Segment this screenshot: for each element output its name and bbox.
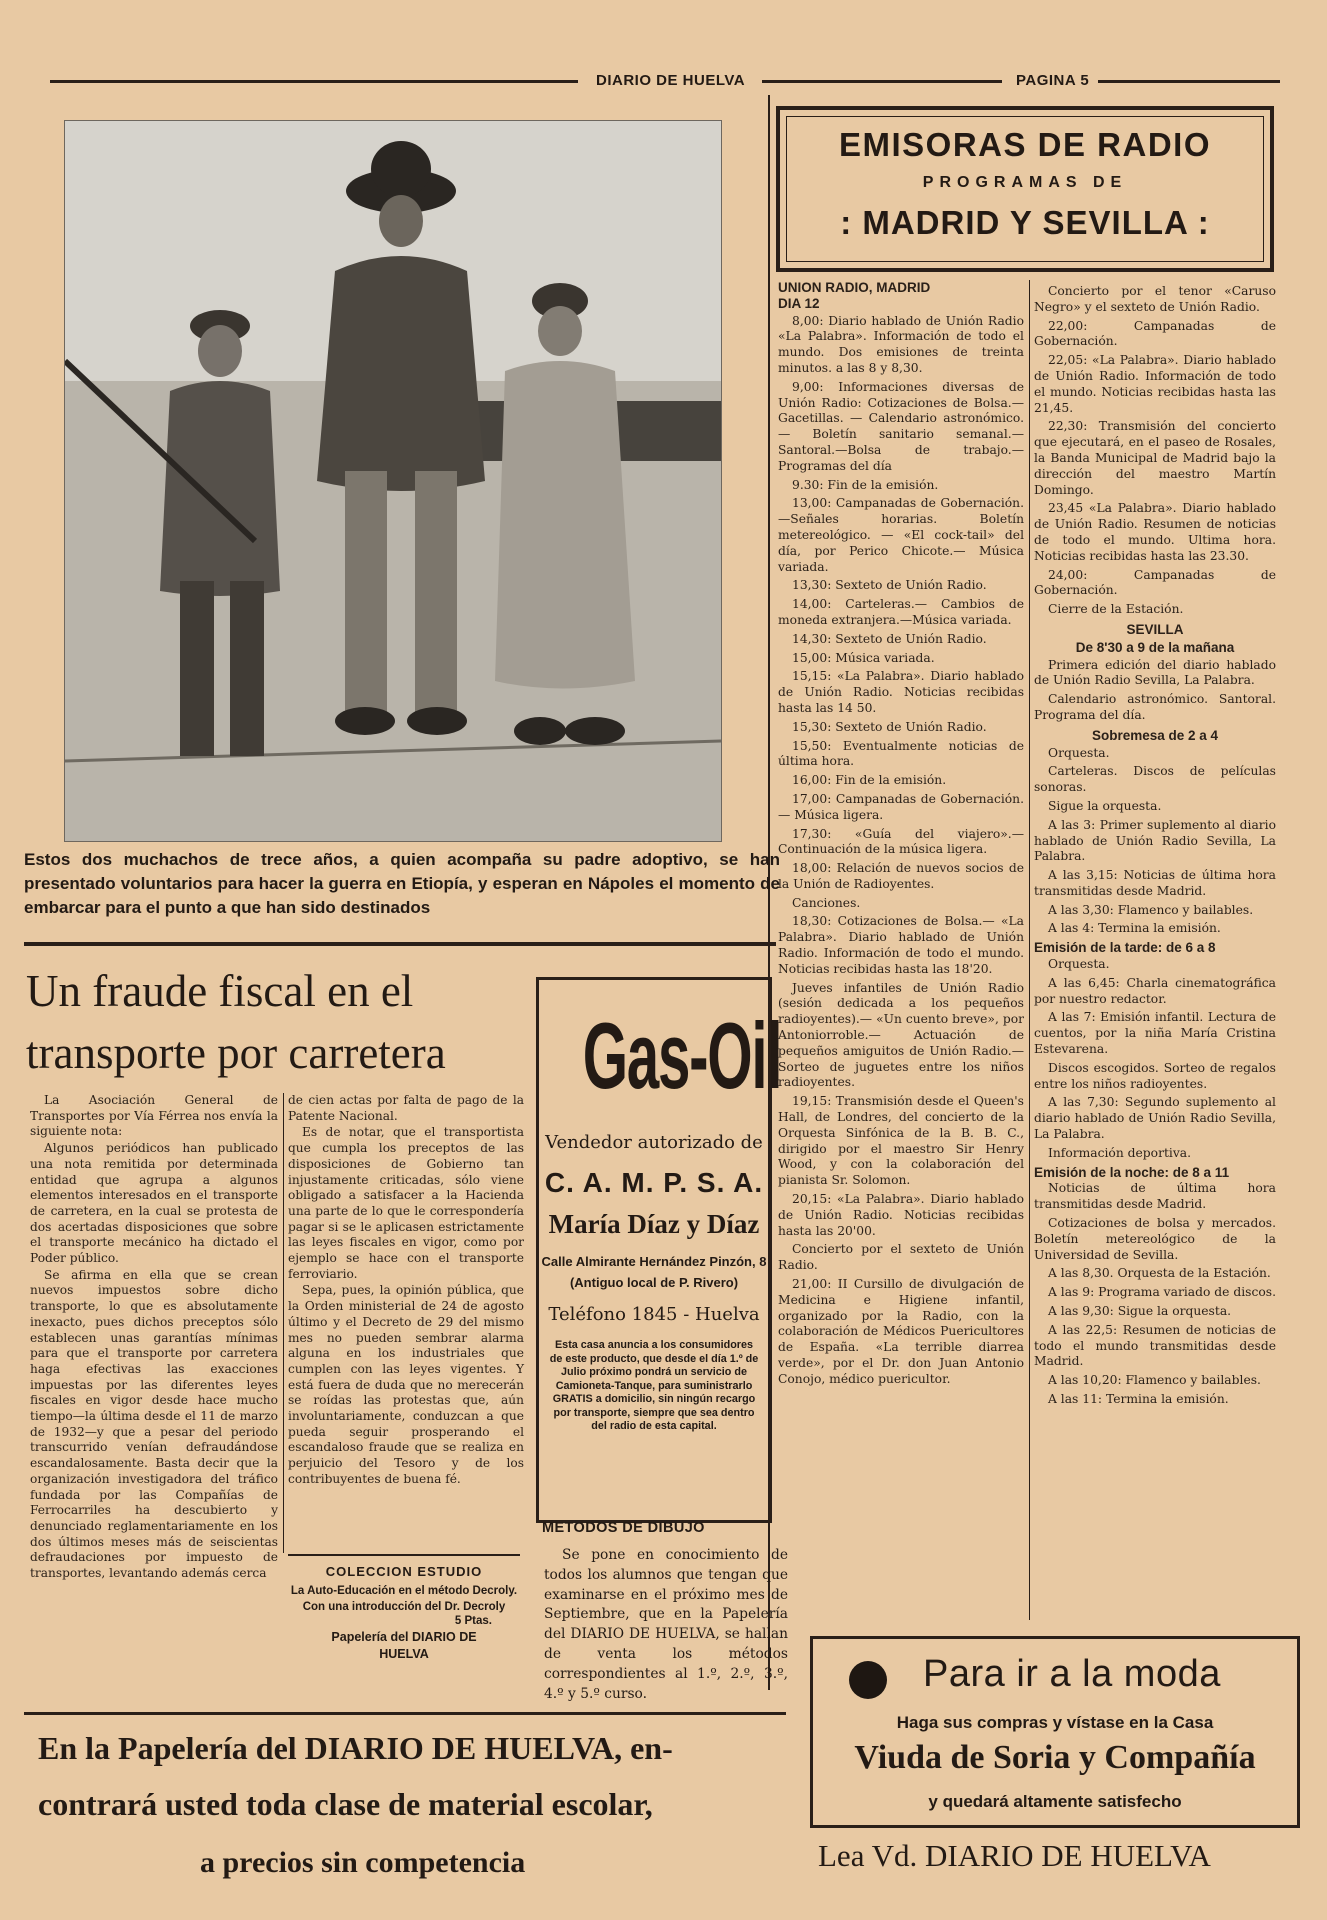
- metodos-text: Se pone en conocimiento de todos los alumnos que tengan que examinarse en el próximo mes de Septiembre, que en la Papelería del DIARIO DE HUELVA, se hallan de venta los métodos correspondientes al 1.º, 2.º, 3.º, 4.º y 5.º curso.: [544, 1547, 788, 1702]
- gasoil-notice: Esta casa anuncia a los consumidores de este producto, que desde el día 1.º de Julio próximo pondrá un servicio de Camioneta-Tanque, para suministrarlo GRATIS a domicilio, sin ningún recargo por transporte, siempre que sea dentro del radio de esta capital.: [549, 1339, 759, 1432]
- program-item: 18,00: Relación de nuevos socios de la Unión de Radioyentes.: [778, 861, 1024, 891]
- coleccion-description: La Auto-Educación en el método Decroly. Con una introducción del Dr. Decroly: [290, 1585, 518, 1613]
- sevilla-noche-heading: Emisión de la noche: de 8 a 11: [1034, 1164, 1230, 1180]
- program-item: 19,15: Transmisión desde el Queen's Hall, de Londres, del concierto de la Orquesta Sinfónica de la B. B. C., dirigido por el maestro Sir Henry Wood, y con la colaboración del pianista Sr. Solomon.: [778, 1094, 1024, 1188]
- sevilla-sobremesa-heading: Sobremesa de 2 a 4: [1091, 727, 1219, 743]
- article-paragraph: Algunos periódicos han publicado una nota remitida por determinada entidad que agrupa a algunos elementos interesados en el transporte de carretera, en la cual se protesta de dos acertadas disposiciones que sobre el transporte mecánico ha dictado el Poder público.: [30, 1141, 278, 1266]
- coleccion-title: COLECCION ESTUDIO: [325, 1564, 483, 1579]
- gasoil-address-2: (Antiguo local de P. Rivero): [569, 1275, 739, 1290]
- madrid-day: DIA 12: [778, 295, 820, 311]
- program-item: 23,45 «La Palabra». Diario hablado de Unión Radio. Resumen de noticias de todo el mundo. Ultima hora. Noticias recibidas hasta las 23.30.: [1034, 501, 1276, 563]
- article-paragraph: de cien actas por falta de pago de la Patente Nacional.: [288, 1093, 524, 1123]
- gasoil-campsa: C. A. M. P. S. A.: [544, 1167, 764, 1198]
- metodos-title: METODOS DE DIBUJO: [542, 1520, 705, 1536]
- program-item: A las 3,15: Noticias de última hora transmitidas desde Madrid.: [1034, 868, 1276, 898]
- gasoil-address: Calle Almirante Hernández Pinzón, 8: [541, 1254, 767, 1269]
- program-item: 17,30: «Guía del viajero».— Continuación de la música ligera.: [778, 826, 1024, 857]
- papeleria-ad-line-1: En la Papelería del DIARIO DE HUELVA, en-: [38, 1730, 673, 1766]
- emisoras-header-box: [776, 106, 1274, 272]
- program-item: Sigue la orquesta.: [1048, 798, 1162, 813]
- article-paragraph: Sepa, pues, la opinión pública, que la Orden ministerial de 24 de agosto último y el Decreto de 29 del mismo mes no pueden sembrar alarma alguna en los industriales que cumplen con las leyes vigentes. Y está fuera de duda que no merecerán se roídas las protestas que, aún involuntariamente, conduzcan a que pueda seguir prosperando el escandaloso fraude que se realiza en perjuicio del Tesoro y de los contribuyentes de buena fé.: [288, 1283, 524, 1486]
- program-item: 24,00: Campanadas de Gobernación.: [1034, 567, 1276, 598]
- rule-above-papeleria: [24, 1712, 786, 1715]
- program-item: 14,00: Carteleras.— Cambios de moneda extranjera.—Música variada.: [778, 597, 1024, 627]
- moda-shop-name: Viuda de Soria y Compañía: [854, 1739, 1256, 1776]
- papeleria-ad-line-3: a precios sin competencia: [200, 1846, 526, 1879]
- sevilla-morning-heading: De 8'30 a 9 de la mañana: [1075, 639, 1235, 655]
- rule-under-caption: [24, 942, 776, 946]
- program-item: A las 3,30: Flamenco y bailables.: [1048, 902, 1254, 917]
- program-item: 15,15: «La Palabra». Diario hablado de Unión Radio. Noticias recibidas hasta las 14 50.: [778, 669, 1024, 715]
- lea-diario-slogan: Lea Vd. DIARIO DE HUELVA: [818, 1838, 1211, 1873]
- program-item: Concierto por el sexteto de Unión Radio.: [778, 1242, 1024, 1273]
- news-photo: [64, 120, 722, 842]
- program-item: 18,30: Cotizaciones de Bolsa.— «La Palabra». Diario hablado de Unión Radio. Información de todo el mundo. Noticias recibidas hasta las 18'20.: [778, 914, 1024, 976]
- madrid-station-heading: UNION RADIO, MADRID: [778, 280, 931, 295]
- program-item: 14,30: Sexteto de Unión Radio.: [792, 631, 987, 646]
- gasoil-owner: María Díaz y Díaz: [548, 1209, 760, 1239]
- papeleria-ad-line-2: contrará usted toda clase de material escolar,: [38, 1786, 653, 1822]
- program-item: Cotizaciones de bolsa y mercados. Boletín metereológico de la Universidad de Sevilla.: [1034, 1216, 1276, 1262]
- program-item: Calendario astronómico. Santoral. Programa del día.: [1034, 692, 1276, 722]
- program-item: 9.30: Fin de la emisión.: [792, 477, 939, 492]
- photo-illustration: [65, 121, 721, 841]
- program-item: A las 11: Termina la emisión.: [1048, 1392, 1229, 1406]
- program-item: 17,00: Campanadas de Gobernación.— Música ligera.: [778, 791, 1024, 822]
- header-newspaper-name: DIARIO DE HUELVA: [596, 72, 746, 89]
- header-page-number: PAGINA 5: [1016, 72, 1090, 89]
- program-item: A las 4: Termina la emisión.: [1048, 921, 1221, 936]
- radio-column-1: [778, 280, 1024, 1391]
- program-item: 21,00: II Cursillo de divulgación de Medicina e Higiene infantil, organizado por la Radio, con la colaboración de Médicos Puericultores de España. «La terrible diarrea verde», por el Dr. don Juan Antonio Conojo, médico puericultor.: [778, 1277, 1024, 1386]
- program-item: Concierto por el tenor «Caruso Negro» y el sexteto de Unión Radio.: [1034, 284, 1276, 314]
- article-column-2: [288, 1093, 524, 1489]
- program-item: 15,30: Sexteto de Unión Radio.: [792, 719, 987, 734]
- program-item: Orquesta.: [1048, 957, 1110, 972]
- program-item: 20,15: «La Palabra». Diario hablado de Unión Radio. Noticias recibidas hasta las 20'00.: [778, 1192, 1024, 1238]
- program-item: A las 7,30: Segundo suplemento al diario hablado de Unión Radio Sevilla, La Palabra.: [1034, 1095, 1276, 1142]
- program-item: Información deportiva.: [1048, 1145, 1192, 1160]
- gasoil-title: Gas-Oil: [582, 1003, 782, 1108]
- article-paragraph: Es de notar, que el transportista que cumpla los preceptos de las disposiciones de Gobierno tan injustamente criticadas, sólo viene obligado a satisfacer a la Hacienda una parte de lo que le correspondería pagar si se le aplicasen estrictamente las leyes fiscales en vigor, como por ejemplo se hace con el transporte ferroviario.: [288, 1125, 524, 1281]
- sevilla-heading: SEVILLA: [1126, 621, 1184, 637]
- moda-headline: Para ir a la moda: [923, 1653, 1221, 1695]
- gasoil-vendedor: Vendedor autorizado de: [545, 1132, 763, 1153]
- program-item: 15,00: Música variada.: [792, 650, 935, 665]
- moda-subline: Haga sus compras y vístase en la Casa: [896, 1713, 1214, 1732]
- emisoras-subtitle: PROGRAMAS DE: [922, 174, 1128, 191]
- program-item: 22,00: Campanadas de Gobernación.: [1034, 318, 1276, 349]
- emisoras-cities: : MADRID Y SEVILLA :: [840, 204, 1210, 241]
- program-item: A las 7: Emisión infantil. Lectura de cuentos, por la niña María Cristina Estevarena.: [1034, 1010, 1276, 1057]
- program-item: 13,00: Campanadas de Gobernación. —Señales horarias. Boletín metereológico. — «El cock-tail» del día, por Perico Chicote.— Música variada.: [778, 496, 1024, 574]
- program-item: Noticias de última hora transmitidas desde Madrid.: [1034, 1181, 1276, 1212]
- program-item: 15,50: Eventualmente noticias de última hora.: [778, 738, 1024, 769]
- article-paragraph: La Asociación General de Transportes por Vía Férrea nos envía la siguiente nota:: [30, 1093, 278, 1139]
- program-item: A las 10,20: Flamenco y bailables.: [1048, 1373, 1261, 1388]
- article-column-1: [30, 1093, 278, 1583]
- program-item: 9,00: Informaciones diversas de Unión Radio: Cotizaciones de Bolsa.— Gacetillas. — Calendario astronómico.— Boletín sanitario semanal.— Santoral.—Bolsa de trabajo.—Programas del día: [778, 379, 1024, 473]
- program-item: Jueves infantiles de Unión Radio (sesión dedicada a los pequeños radioyentes).— «Un cuento breve», por Antoniorroble.— Actuación de pequeños amiguitos de Unión Radio.—Sorteo de juguetes entre los niños radioyentes.: [778, 980, 1024, 1090]
- moda-tagline: y quedará altamente satisfecho: [928, 1792, 1182, 1811]
- coleccion-estudio-ad: [288, 1554, 520, 1694]
- emisoras-title: EMISORAS DE RADIO: [838, 126, 1212, 163]
- program-item: A las 22,5: Resumen de noticias de todo el mundo transmitidas desde Madrid.: [1034, 1322, 1276, 1369]
- gasoil-phone: Teléfono 1845 - Huelva: [548, 1304, 760, 1325]
- program-item: 22,30: Transmisión del concierto que ejecutará, en el paseo de Rosales, la Banda Municipal de Madrid bajo la dirección del maestro Martín Domingo.: [1034, 419, 1276, 497]
- program-item: Discos escogidos. Sorteo de regalos entre los niños radioyentes.: [1034, 1060, 1276, 1091]
- program-item: Orquesta.: [1048, 745, 1110, 760]
- program-item: Cierre de la Estación.: [1048, 602, 1184, 617]
- article-column-divider: [283, 1093, 284, 1553]
- program-item: Primera edición del diario hablado de Unión Radio Sevilla, La Palabra.: [1034, 657, 1276, 688]
- gasoil-ad: [536, 977, 782, 1523]
- program-item: A las 9: Programa variado de discos.: [1048, 1285, 1276, 1300]
- program-item: 22,05: «La Palabra». Diario hablado de Unión Radio. Información de todo el mundo. Noticias recibidas hasta las 21,45.: [1034, 353, 1276, 415]
- coleccion-price: 5 Ptas.: [454, 1615, 492, 1627]
- radio-column-2: [1034, 284, 1276, 1411]
- moda-ad: [810, 1636, 1300, 1828]
- header-rule-left: [50, 80, 578, 83]
- article-headline: Un fraude fiscal en el transporte por carretera: [26, 966, 446, 1078]
- program-item: 8,00: Diario hablado de Unión Radio «La Palabra». Información de todo el mundo. Dos emisiones de treinta minutos. a las 8 y 8,30.: [778, 313, 1024, 375]
- photo-caption: Estos dos muchachos de trece años, a quien acompaña su padre adoptivo, se han presentado voluntarios para hacer la guerra en Etiopía, y esperan en Nápoles el momento de embarcar para el punto a que han sido destinados: [24, 850, 780, 917]
- program-item: A las 8,30. Orquesta de la Estación.: [1048, 1266, 1271, 1281]
- program-item: A las 9,30: Sigue la orquesta.: [1048, 1304, 1232, 1319]
- sevilla-tarde-heading: Emisión de la tarde: de 6 a 8: [1034, 940, 1216, 956]
- program-item: A las 3: Primer suplemento al diario hablado de Unión Radio Sevilla, La Palabra.: [1034, 817, 1276, 864]
- coleccion-seller: Papelería del DIARIO DE HUELVA: [331, 1630, 477, 1661]
- program-item: Canciones.: [792, 895, 861, 910]
- radio-column-divider: [1029, 280, 1030, 1620]
- header-rule-mid: [762, 80, 1002, 83]
- program-item: 16,00: Fin de la emisión.: [792, 773, 947, 788]
- article-paragraph: Se afirma en ella que se crean nuevos impuestos sobre dicho transporte, lo que es absolutamente inexacto, pues dichos preceptos sólo establecen unas garantías mínimas para que el transporte por carretera haga efectivas las exacciones impuestas por las diferentes leyes fiscales en vigor desde hace mucho tiempo—la última desde el 11 de marzo de 1932—y que a pesar del periodo transcurrido venían defraudándose escandalosamente. Basta decir que la organización investigadora del tráfico fundada por las Compañías de Ferrocarriles ha descubierto y denunciado reglamentariamente en los dos últimos meses más de seiscientas defraudaciones por impuesto de transportes, levantando además cerca: [30, 1267, 278, 1581]
- header-rule-right: [1098, 80, 1280, 83]
- program-item: 13,30: Sexteto de Unión Radio.: [792, 578, 987, 593]
- bullet-icon: [849, 1661, 887, 1699]
- program-item: A las 6,45: Charla cinematográfica por nuestro redactor.: [1034, 975, 1276, 1006]
- program-item: Carteleras. Discos de películas sonoras.: [1034, 764, 1276, 795]
